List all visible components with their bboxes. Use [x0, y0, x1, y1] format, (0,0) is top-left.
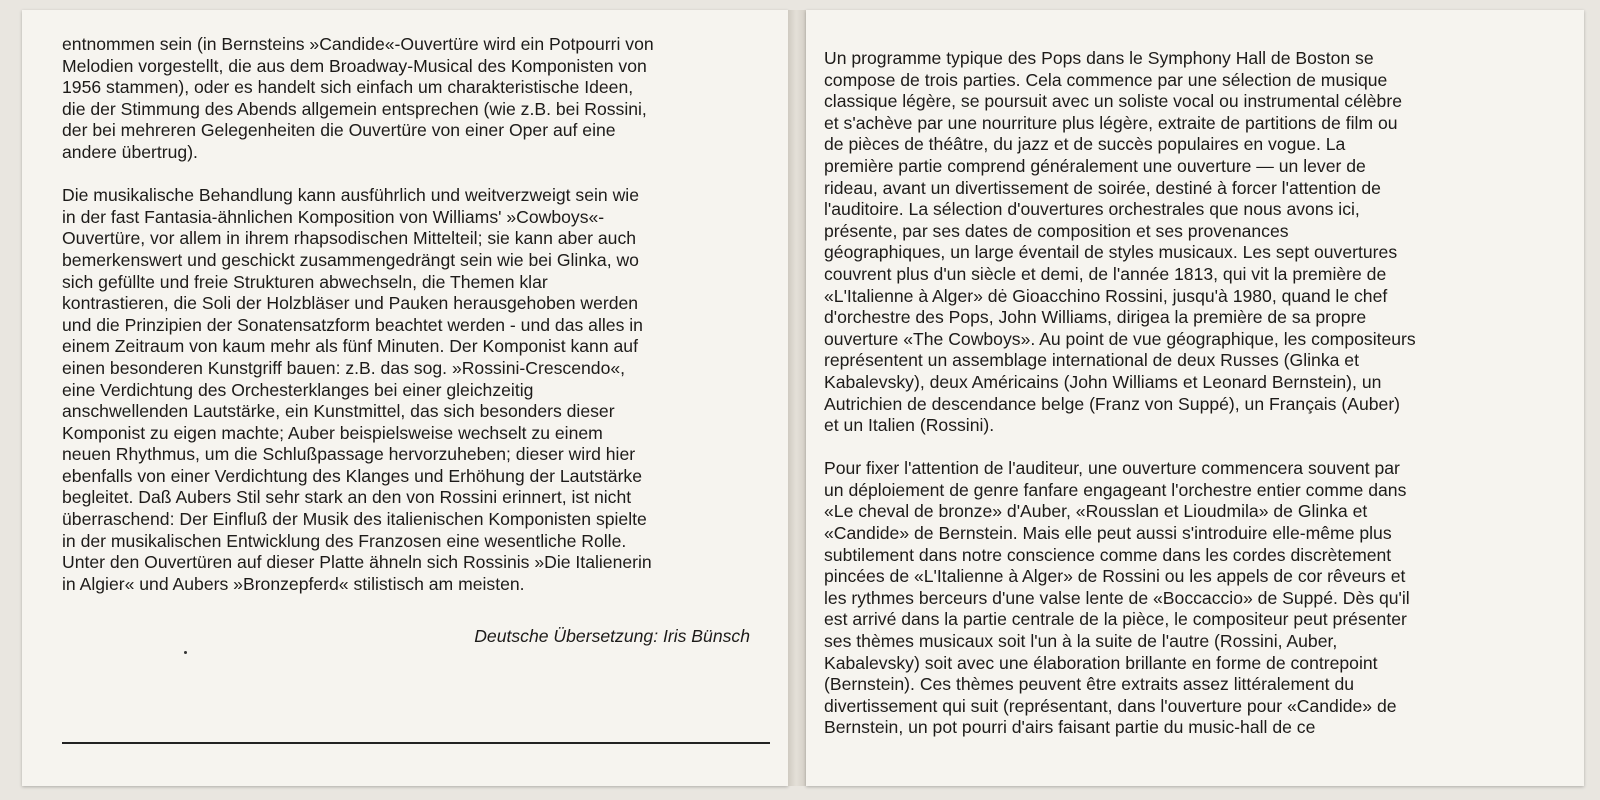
text-line: rideau, avant un divertissement de soirée, destiné à forcer l'attention de [824, 177, 1381, 198]
text-line: ebenfalls von einer Verdichtung des Klanges und Erhöhung der Lautstärke [62, 465, 643, 486]
text-line: divertissement qui suit (représentant, dans l'ouverture pour «Candide» de [824, 695, 1397, 716]
text-line: et s'achève par une nourriture plus légère, extraite de partitions de film ou [824, 112, 1398, 133]
text-line: Autrichien de descendance belge (Franz von Suppé), un Français (Auber) [824, 393, 1401, 414]
text-line: un déploiement de genre fanfare engageant l'orchestre entier comme dans [824, 479, 1407, 500]
text-line: Pour fixer l'attention de l'auditeur, une ouverture commencera souvent par [824, 458, 1400, 479]
text-line: ses thèmes musicaux soit l'un à la suite de l'autre (Rossini, Auber, [824, 631, 1338, 652]
text-line: d'orchestre des Pops, John Williams, dirigea la première de sa propre [824, 307, 1367, 328]
text-line: andere übertrug). [62, 141, 198, 162]
text-line: die der Stimmung des Abends allgemein entsprechen (wie z.B. bei Rossini, [62, 98, 647, 119]
paragraph [824, 458, 1416, 739]
text-line: entnommen sein (in Bernsteins »Candide«-Ouvertüre wird ein Potpourri von [62, 34, 654, 54]
text-line: in Algier« und Aubers »Bronzepferd« stilistisch am meisten. [62, 573, 525, 594]
text-line: 1956 stammen), oder es handelt sich einfach um charakteristische Ideen, [62, 77, 634, 98]
text-line: Melodien vorgestellt, die aus dem Broadway-Musical des Komponisten von [62, 55, 647, 76]
text-line: anschwellenden Lautstärke, ein Kunstmittel, das sich besonders dieser [62, 401, 615, 422]
text-line: in der musikalischen Entwicklung des Franzosen eine wesentliche Rolle. [62, 530, 627, 551]
text-line: neuen Rhythmus, um die Schlußpassage hervorzuheben; dieser wird hier [62, 444, 636, 465]
text-line: einen besonderen Kunstgriff bauen: z.B. das sog. »Rossini-Crescendo«, [62, 357, 626, 378]
text-line: l'auditoire. La sélection d'ouvertures orchestrales que nous avons ici, [824, 199, 1360, 220]
text-line: «Candide» de Bernstein. Mais elle peut aussi s'introduire elle-même plus [824, 523, 1392, 544]
text-line: bemerkenswert und geschickt zusammengedrängt sein wie bei Glinka, wo [62, 249, 639, 270]
ink-dot [184, 651, 187, 654]
text-line: couvrent plus d'un siècle et demi, de l'année 1813, qui vit la première de [824, 263, 1387, 284]
text-line: Ouvertüre, vor allem in ihrem rhapsodischen Mittelteil; sie kann aber auch [62, 228, 637, 249]
text-line: Kabalevsky), deux Américains (John Williams et Leonard Bernstein), un [824, 371, 1382, 392]
text-line: ouverture «The Cowboys». Au point de vue géographique, les compositeurs [824, 328, 1416, 349]
text-line: und die Prinzipien der Sonatensatzform beachtet werden - und das alles in [62, 314, 643, 335]
text-line: subtilement dans notre conscience comme dans les cordes discrètement [824, 544, 1392, 565]
text-line: eine Verdichtung des Orchesterklanges bei einer gleichzeitig [62, 379, 534, 400]
text-line: géographiques, un large éventail de styles musicaux. Les sept ouvertures [824, 242, 1398, 263]
text-line: les rythmes berceurs d'une valse lente de «Boccaccio» de Suppé. Dès qu'il [824, 587, 1410, 608]
text-line: (Bernstein). Ces thèmes peuvent être extraits assez littéralement du [824, 674, 1355, 695]
text-line: Komponist zu eigen machte; Auber beispielsweise wechselt zu einem [62, 422, 603, 443]
text-line: «L'Italienne à Alger» dė Gioacchino Rossini, jusqu'à 1980, quand le chef [824, 285, 1388, 306]
left-page [22, 10, 788, 786]
text-line: présente, par ses dates de composition et ses provenances [824, 220, 1289, 241]
text-line: einem Zeitraum von kaum mehr als fünf Minuten. Der Komponist kann auf [62, 336, 638, 357]
text-line: überraschend: Der Einfluß der Musik des italienischen Komponisten spielte [62, 509, 647, 530]
text-line: sich gefüllte und freie Strukturen abwechseln, die Themen klar [62, 271, 548, 292]
text-line: est arrivé dans la partie centrale de la pièce, le compositeur peut présenter [824, 609, 1407, 630]
text-line: pincées de «L'Italienne à Alger» de Rossini ou les appels de cor rêveurs et [824, 566, 1406, 587]
text-line: in der fast Fantasia-ähnlichen Komposition von Williams' »Cowboys«- [62, 206, 605, 227]
text-line: Unter den Ouvertüren auf dieser Platte ähneln sich Rossinis »Die Italienerin [62, 552, 652, 573]
text-line: kontrastieren, die Soli der Holzbläser und Pauken herausgehoben werden [62, 293, 639, 314]
right-page-text [824, 48, 1416, 739]
text-line: de pièces de théâtre, du jazz et de succès populaires en vogue. La [824, 134, 1346, 155]
paragraph [62, 185, 654, 595]
text-line: compose de trois parties. Cela commence par une sélection de musique [824, 69, 1388, 90]
left-page-text [62, 34, 654, 595]
text-line: et un Italien (Rossini). [824, 415, 995, 436]
horizontal-rule [62, 742, 770, 744]
text-line: classique légère, se poursuit avec un soliste vocal ou instrumental célèbre [824, 91, 1402, 112]
text-line: begleitet. Daß Aubers Stil sehr stark an den von Rossini erinnert, ist nicht [62, 487, 632, 508]
right-page [806, 10, 1584, 786]
text-line: Bernstein, un pot pourri d'airs faisant partie du music-hall de ce [824, 717, 1316, 738]
paragraph [62, 34, 654, 164]
text-line: der bei mehreren Gelegenheiten die Ouvertüre von einer Oper auf eine [62, 120, 616, 141]
text-line: représentent un assemblage international de deux Russes (Glinka et [824, 350, 1359, 371]
translation-credit: Deutsche Übersetzung: Iris Bünsch [474, 626, 750, 646]
paragraph [824, 48, 1416, 437]
text-line: Die musikalische Behandlung kann ausführlich und weitverzweigt sein wie [62, 185, 639, 206]
text-line: Kabalevsky) soit avec une élaboration brillante en forme de contrepoint [824, 652, 1378, 673]
text-line: Un programme typique des Pops dans le Symphony Hall de Boston se [824, 48, 1374, 68]
book-gutter [788, 10, 806, 786]
text-line: «Le cheval de bronze» d'Auber, «Rousslan et Lioudmila» de Glinka et [824, 501, 1368, 522]
text-line: première partie comprend généralement une ouverture — un lever de [824, 155, 1366, 176]
